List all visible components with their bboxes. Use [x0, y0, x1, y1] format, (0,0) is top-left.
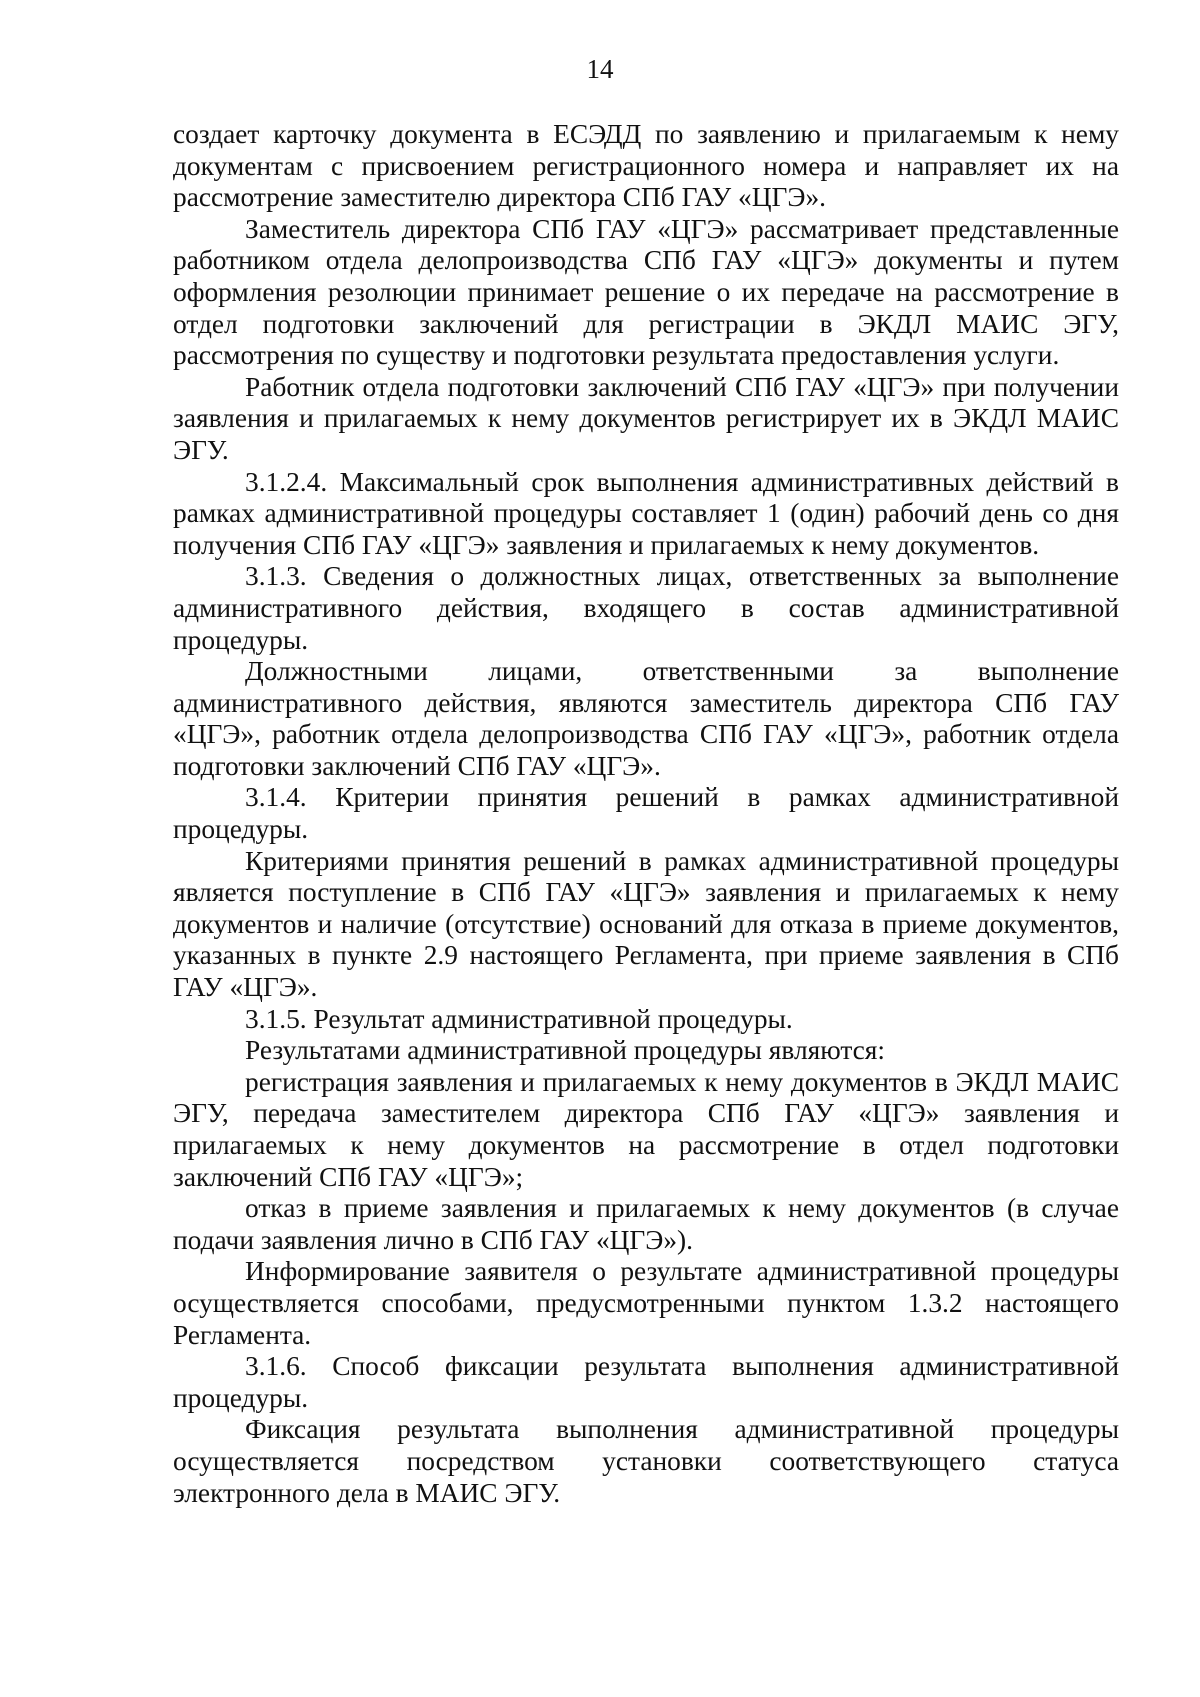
paragraph: Заместитель директора СПб ГАУ «ЦГЭ» рассматривает представленные работником отдела делопроизводства СПб ГАУ «ЦГЭ» документы и путем оформления резолюции принимает решение о их передаче на рассмотрение в отдел подготовки заключений для регистрации в ЭКДЛ МАИС ЭГУ, рассмотрения по существу и подготовки результата предоставления услуги. — [173, 213, 1119, 371]
section-heading: 3.1.6. Способ фиксации результата выполнения административной процедуры. — [173, 1351, 1119, 1413]
paragraph: Критериями принятия решений в рамках административной процедуры является поступление в СПб ГАУ «ЦГЭ» заявления и прилагаемых к нему документов и наличие (отсутствие) оснований для отказа в приеме документов, указанных в пункте 2.9 настоящего Регламента, при приеме заявления в СПб ГАУ «ЦГЭ». — [173, 845, 1119, 1003]
paragraph: Работник отдела подготовки заключений СПб ГАУ «ЦГЭ» при получении заявления и прилагаемых к нему документов регистрирует их в ЭКДЛ МАИС ЭГУ. — [173, 371, 1119, 465]
section-heading: 3.1.4. Критерии принятия решений в рамках административной процедуры. — [173, 782, 1119, 845]
section-heading: 3.1.5. Результат административной процедуры. — [245, 1003, 793, 1034]
page-number: 14 — [586, 54, 614, 84]
section-heading: 3.1.3. Сведения о должностных лицах, ответственных за выполнение административного действия, входящего в состав административной процедуры. — [173, 561, 1119, 655]
document-body — [173, 119, 1119, 1509]
list-item: регистрация заявления и прилагаемых к нему документов в ЭКДЛ МАИС ЭГУ, передача заместителем директора СПб ГАУ «ЦГЭ» заявления и прилагаемых к нему документов на рассмотрение в отдел подготовки заключений СПб ГАУ «ЦГЭ»; — [173, 1066, 1119, 1192]
paragraph: Результатами административной процедуры являются: — [245, 1035, 885, 1066]
section-heading: 3.1.2.4. Максимальный срок выполнения административных действий в рамках административной процедуры составляет 1 (один) рабочий день со дня получения СПб ГАУ «ЦГЭ» заявления и прилагаемых к нему документов. — [173, 466, 1119, 560]
paragraph: создает карточку документа в ЕСЭДД по заявлению и прилагаемым к нему документам с присвоением регистрационного номера и направляет их на рассмотрение заместителю директора СПб ГАУ «ЦГЭ». — [173, 119, 1119, 213]
paragraph: Должностными лицами, ответственными за выполнение административного действия, являются заместитель директора СПб ГАУ «ЦГЭ», работник отдела делопроизводства СПб ГАУ «ЦГЭ», работник отдела подготовки заключений СПб ГАУ «ЦГЭ». — [173, 656, 1119, 781]
list-item: отказ в приеме заявления и прилагаемых к нему документов (в случае подачи заявления лично в СПб ГАУ «ЦГЭ»). — [173, 1193, 1119, 1255]
paragraph: Фиксация результата выполнения административной процедуры осуществляется посредством установки соответствующего статуса электронного дела в МАИС ЭГУ. — [173, 1414, 1119, 1508]
paragraph: Информирование заявителя о результате административной процедуры осуществляется способами, предусмотренными пунктом 1.3.2 настоящего Регламента. — [173, 1256, 1119, 1350]
